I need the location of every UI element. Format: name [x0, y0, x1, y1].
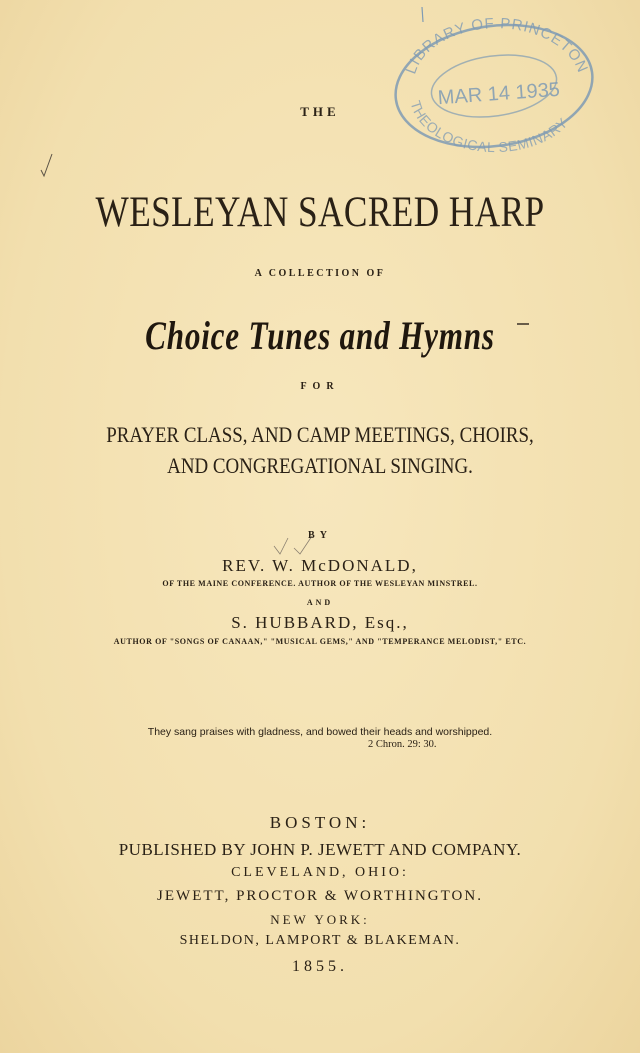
and-line: AND — [306, 598, 334, 607]
library-stamp — [392, 18, 597, 153]
imprint-publisher-cleveland: JEWETT, PROCTOR & WORTHINGTON. — [157, 888, 483, 904]
book-title: WESLEYAN SACRED HARP — [95, 189, 545, 236]
imprint-publisher-new-york: SHELDON, LAMPORT & BLAKEMAN. — [179, 933, 461, 948]
subtitle-line-1: PRAYER CLASS, AND CAMP MEETINGS, CHOIRS, — [106, 422, 534, 447]
collection-line: A COLLECTION OF — [254, 268, 386, 279]
subtitle-line-2: AND CONGREGATIONAL SINGING. — [167, 453, 473, 478]
stamp-top-text: LIBRARY OF PRINCETON — [402, 18, 592, 77]
epigraph: They sang praises with gladness, and bowed their heads and worshipped. — [147, 726, 493, 738]
pencil-check-mark — [40, 152, 54, 178]
author-2-name: S. HUBBARD, Esq., — [231, 613, 409, 632]
article-the: THE — [300, 104, 340, 119]
svg-text:LIBRARY OF PRINCETON — [402, 18, 591, 76]
by-line: BY — [308, 530, 332, 541]
stamp-bottom-text: THEOLOGICAL SEMINARY — [407, 98, 571, 153]
pencil-tick-mark — [418, 6, 426, 24]
epigraph-citation: 2 Chron. 29: 30. — [368, 739, 437, 750]
imprint-year: 1855. — [292, 958, 348, 975]
author-1-credit: OF THE MAINE CONFERENCE. AUTHOR OF THE WESLEYAN MINSTREL. — [162, 579, 478, 588]
author-2-credit: AUTHOR OF "SONGS OF CANAAN," "MUSICAL GEMS," AND "TEMPERANCE MELODIST," ETC. — [113, 637, 527, 646]
imprint-city-cleveland: CLEVELAND, OHIO: — [231, 865, 409, 880]
for-line: FOR — [300, 381, 340, 392]
blackletter-title: Choice Tunes and Hymns — [145, 313, 495, 358]
imprint-city-new-york: NEW YORK: — [270, 912, 370, 927]
imprint-city-boston: BOSTON: — [269, 813, 371, 832]
imprint-publisher-boston: PUBLISHED BY JOHN P. JEWETT AND COMPANY. — [118, 840, 522, 859]
stamp-date: MAR 14 1935 — [437, 78, 561, 110]
author-1-name: REV. W. McDONALD, — [222, 556, 418, 575]
